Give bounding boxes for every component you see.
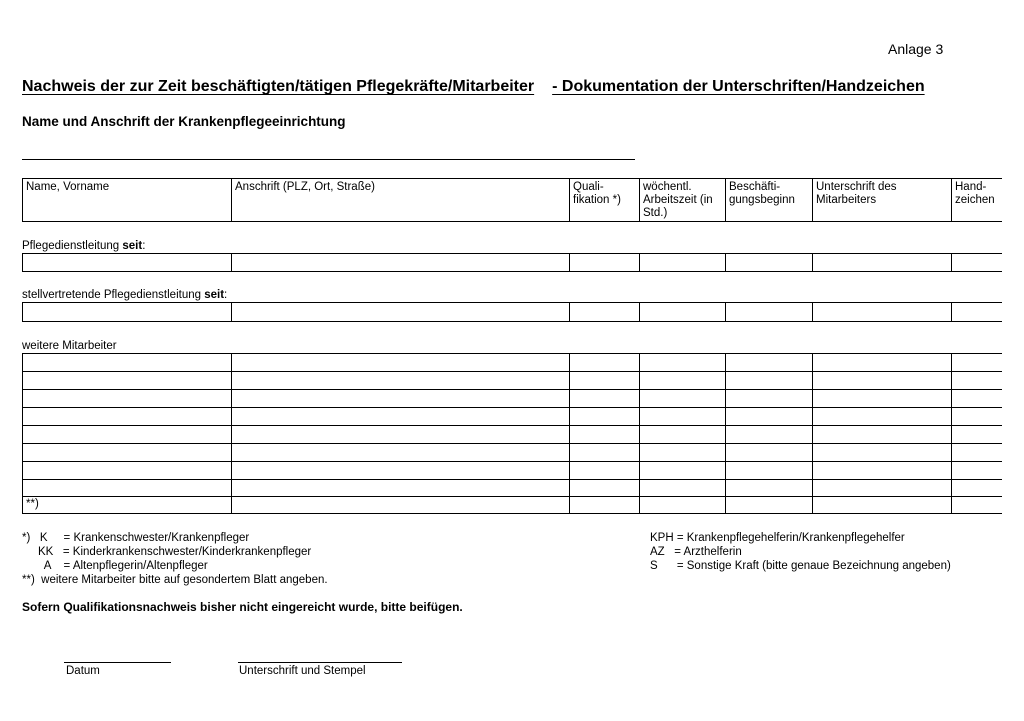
column-header-qualification: Quali-fikation *) xyxy=(573,181,621,206)
table-row-pdl[interactable] xyxy=(22,253,1002,272)
title-part-1: Nachweis der zur Zeit beschäftigten/tätigen Pflegekräfte/Mitarbeiter xyxy=(22,78,535,95)
table-row-deputy-pdl[interactable] xyxy=(22,302,1002,322)
table-further-staff[interactable] xyxy=(22,353,1002,514)
footnote-left: *) K = Krankenschwester/Krankenpfleger KK = Kinderkrankenschwester/Kinderkrankenpfleger A = Altenpflegerin/Altenpfleger **) weitere Mitarbeiter bitte auf gesondertem Blatt angeben. xyxy=(22,532,328,586)
section-further-staff-label: weitere Mitarbeiter xyxy=(22,340,117,352)
date-label: Datum xyxy=(66,665,100,677)
column-header-start-date: Beschäfti-gungsbeginn xyxy=(729,181,795,206)
table-header-row xyxy=(22,178,1002,222)
section-deputy-pdl-label: stellvertretende Pflegedienstleitung seit: xyxy=(22,289,228,301)
document-title xyxy=(22,78,925,96)
title-part-2: - Dokumentation der Unterschriften/Handzeichen xyxy=(552,78,925,95)
last-row-marker: **) xyxy=(26,498,39,510)
attachment-label: Anlage 3 xyxy=(888,41,944,57)
column-header-name: Name, Vorname xyxy=(26,181,110,193)
column-header-address: Anschrift (PLZ, Ort, Straße) xyxy=(235,181,375,193)
footnote-right: KPH = Krankenpflegehelferin/Krankenpflegehelfer AZ = Arzthelferin S = Sonstige Kraft (bitte genaue Bezeichnung angeben) xyxy=(650,532,951,572)
facility-label: Name und Anschrift der Krankenpflegeeinrichtung xyxy=(22,114,346,129)
column-header-signature: Unterschrift des Mitarbeiters xyxy=(816,181,897,206)
qualification-note: Sofern Qualifikationsnachweis bisher nicht eingereicht wurde, bitte beifügen. xyxy=(22,600,463,614)
column-header-initials: Hand-zeichen xyxy=(955,181,995,206)
signature-line[interactable] xyxy=(238,662,402,663)
signature-label: Unterschrift und Stempel xyxy=(239,665,366,677)
facility-fill-line[interactable] xyxy=(22,159,635,160)
section-pdl-label: Pflegedienstleitung seit: xyxy=(22,240,146,252)
column-header-working-hours: wöchentl. Arbeitszeit (in Std.) xyxy=(643,181,713,219)
date-line[interactable] xyxy=(64,662,171,663)
